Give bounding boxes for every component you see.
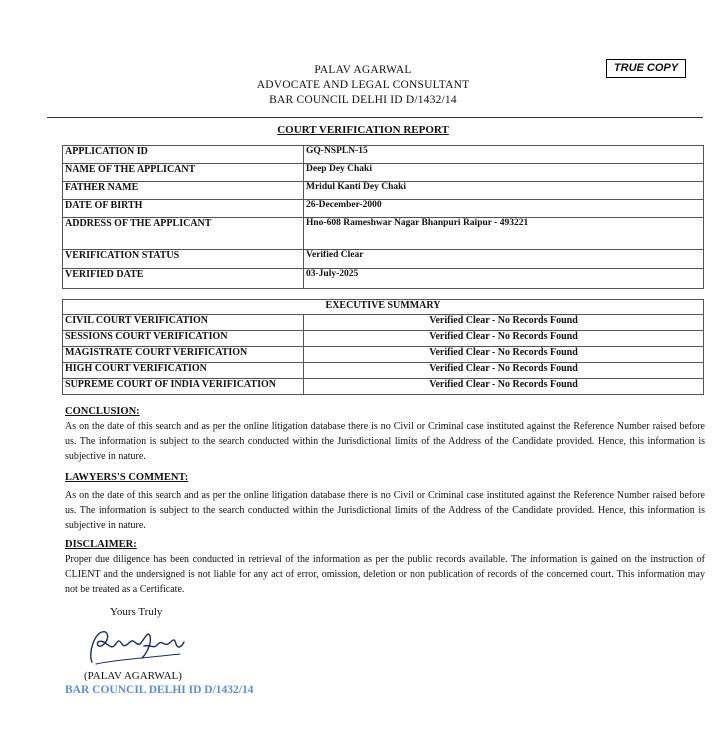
- table-row: [63, 164, 704, 182]
- table-row: [63, 347, 704, 363]
- true-copy-stamp: TRUE COPY: [606, 59, 686, 78]
- detail-label: APPLICATION ID: [63, 146, 304, 164]
- table-row: [63, 379, 704, 395]
- table-row: [63, 146, 704, 164]
- detail-label: FATHER NAME: [63, 182, 304, 200]
- detail-label: DATE OF BIRTH: [63, 200, 304, 218]
- summary-heading: EXECUTIVE SUMMARY: [63, 300, 704, 315]
- applicant-details-table: [62, 145, 704, 289]
- summary-value: Verified Clear - No Records Found: [304, 347, 704, 363]
- conclusion-heading: CONCLUSION:: [65, 406, 140, 417]
- detail-value: GQ-NSPLN-15: [304, 146, 704, 164]
- table-row: [63, 250, 704, 269]
- summary-label: SESSIONS COURT VERIFICATION: [63, 331, 304, 347]
- detail-value: Verified Clear: [304, 250, 704, 269]
- advocate-name: PALAV AGARWAL: [314, 64, 412, 76]
- detail-label: ADDRESS OF THE APPLICANT: [63, 218, 304, 250]
- table-row: [63, 218, 704, 250]
- detail-value: Hno-608 Rameshwar Nagar Bhanpuri Raipur - 493221: [304, 218, 704, 250]
- signatory-name: (PALAV AGARWAL): [84, 670, 182, 682]
- summary-label: CIVIL COURT VERIFICATION: [63, 315, 304, 331]
- detail-value: 03-July-2025: [304, 269, 704, 289]
- signatory-bar-id: BAR COUNCIL DELHI ID D/1432/14: [65, 684, 254, 696]
- detail-value: Deep Dey Chaki: [304, 164, 704, 182]
- closing-text: Yours Truly: [110, 606, 163, 618]
- detail-label: VERIFICATION STATUS: [63, 250, 304, 269]
- conclusion-text: As on the date of this search and as per the online litigation database there is no Civil or Criminal case instituted against the Reference Number raised before us. The information is subject to the search conducted within the Jurisdictional limits of the Address of the Candidate provided. Hence, this information is subjective in nature.: [65, 421, 705, 462]
- summary-value: Verified Clear - No Records Found: [304, 315, 704, 331]
- summary-label: MAGISTRATE COURT VERIFICATION: [63, 347, 304, 363]
- report-title: COURT VERIFICATION REPORT: [277, 124, 449, 136]
- advocate-title: ADVOCATE AND LEGAL CONSULTANT: [256, 79, 470, 91]
- detail-label: NAME OF THE APPLICANT: [63, 164, 304, 182]
- advocate-bar-id: BAR COUNCIL DELHI ID D/1432/14: [269, 94, 457, 106]
- header-divider: [47, 117, 703, 118]
- table-row: [63, 269, 704, 289]
- table-row: [63, 182, 704, 200]
- signature-image: [84, 624, 194, 670]
- disclaimer-heading: DISCLAIMER:: [65, 539, 137, 550]
- summary-label: SUPREME COURT OF INDIA VERIFICATION: [63, 379, 304, 395]
- table-row: [63, 200, 704, 218]
- table-row: [63, 363, 704, 379]
- detail-value: Mridul Kanti Dey Chaki: [304, 182, 704, 200]
- lawyers-comment-heading: LAWYERS'S COMMENT:: [65, 472, 189, 483]
- table-row: [63, 315, 704, 331]
- summary-value: Verified Clear - No Records Found: [304, 379, 704, 395]
- table-row: [63, 300, 704, 315]
- summary-label: HIGH COURT VERIFICATION: [63, 363, 304, 379]
- executive-summary-table: [62, 299, 704, 395]
- disclaimer-text: Proper due diligence has been conducted in retrieval of the information as per the public records available. The information is gained on the instruction of CLIENT and the undersigned is not liable for any act of error, omission, deletion or non publication of records of the concerned court. This information may not be treated as a Certificate.: [65, 554, 705, 595]
- detail-label: VERIFIED DATE: [63, 269, 304, 289]
- summary-value: Verified Clear - No Records Found: [304, 363, 704, 379]
- summary-value: Verified Clear - No Records Found: [304, 331, 704, 347]
- detail-value: 26-December-2000: [304, 200, 704, 218]
- table-row: [63, 331, 704, 347]
- lawyers-comment-text: As on the date of this search and as per the online litigation database there is no Civil or Criminal case instituted against the Reference Number raised before us. The information is subject to the search conducted within the Jurisdictional limits of the Address of the Candidate provided. Hence, this information is subjective in nature.: [65, 490, 705, 531]
